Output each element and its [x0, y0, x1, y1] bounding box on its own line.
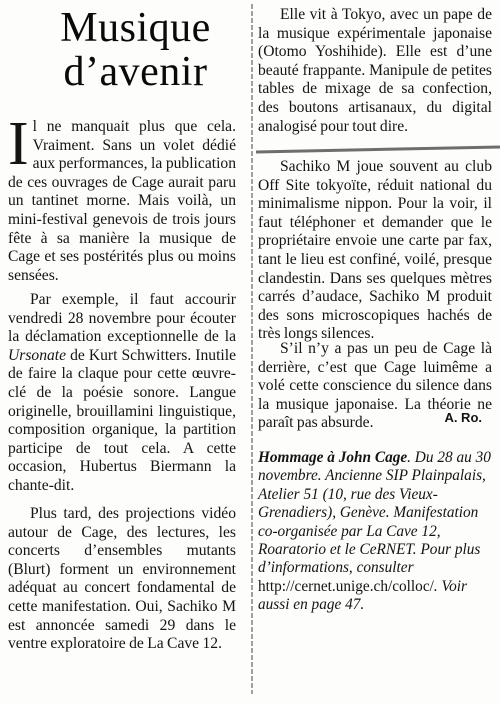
ink-smudge-line: [256, 145, 500, 153]
headline: [28, 6, 243, 94]
paragraph-offsite-text: Sachiko M joue souvent au club Off Site tokyoïte, réduit national du minimalisme nippon. Pour la voir, il faut téléphoner et demander que le propriétaire envoie une carte par fax, tant le lieu est confiné, voilé, presque clandestin. Dans ses quelques mètres carrés d’audace, Sachiko M produit des sons microscopiques hachés de très longs silences.: [258, 158, 492, 343]
paragraph-cage-silence-text: S’il n’y a pas un peu de Cage là derrière, c’est que Cage luimême a volé cette conscience du silence dans la musique japonaise. La théorie ne paraît pas absurde.: [258, 340, 492, 432]
work-title: Ursonate: [8, 346, 67, 364]
author-signature: A. Ro.: [444, 410, 482, 425]
paragraph-programme: [8, 505, 236, 654]
paragraph-offsite: [258, 158, 492, 344]
info-title: Hommage à John Cage: [258, 449, 408, 466]
paragraph-ursonate: [8, 291, 236, 496]
paragraph-ursonate-text-a: Par exemple, il faut accourir vendredi 28 novembre pour écouter la déclamation exceptionnelle de la: [8, 291, 236, 346]
column-divider: [251, 4, 253, 694]
headline-line-2: d’avenir: [63, 49, 208, 95]
paragraph-ursonate-text-b: de Kurt Schwitters. Inutile de faire la claque pour cette œuvre-clé de la poésie sonore. Langue originelle, brouillamini linguistique, composition organique, la partition participe de tout cela. A cette occasion, Hubertus Biermann la chante-dit.: [8, 346, 236, 494]
paragraph-intro-text: l ne manquait plus que cela. Vraiment. Sans un volet dédié aux performances, la publication de ces ouvrages de Cage aurait paru un tantinet morne. Mais voilà, un mini-festival genevois de trois jours fête à sa manière la musique de Cage et ses postérités plus ou moins sensées.: [8, 118, 236, 284]
paragraph-intro: [8, 110, 236, 285]
headline-line-1: Musique: [60, 5, 211, 51]
info-tail: . Voir aussi en page 47.: [258, 577, 468, 614]
paragraph-programme-text: Plus tard, des projections vidéo autour de Cage, des lectures, les concerts d’ensembles mutants (Blurt) forment un environnement adéquat au concert fondamental de cette manifestation. Oui, Sachiko M est annoncée samedi 29 dans le ventre exploratoire de La Cave 12.: [8, 505, 236, 653]
info-url: http://cernet.unige.ch/colloc/: [258, 577, 434, 595]
info-box: [258, 449, 493, 615]
drop-cap: I: [8, 110, 29, 178]
info-body: . Du 28 au 30 novembre. Ancienne SIP Plainpalais, Atelier 51 (10, rue des Vieux-Grenadiers), Genève. Manifestation co-organisée par La Cave 12, Roaratorio et le CeRNET. Pour plus d’informations, consulter: [258, 449, 491, 577]
paragraph-sachiko: [258, 6, 492, 136]
paragraph-sachiko-text: Elle vit à Tokyo, avec un pape de la musique expérimentale japonaise (Otomo Yoshihide). Elle est d’une beauté frappante. Manipule de petites tables de mixage de sa confection, des boutons artisanaux, du digital analogisé pour tout dire.: [258, 6, 492, 135]
